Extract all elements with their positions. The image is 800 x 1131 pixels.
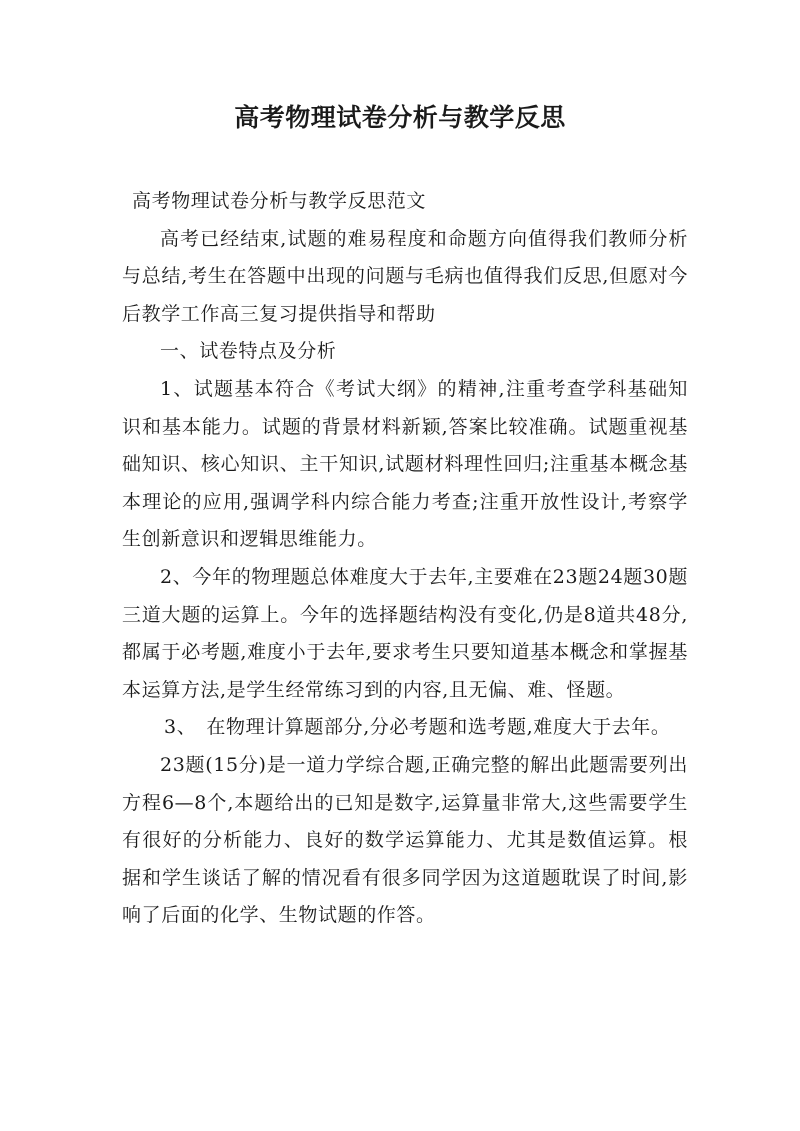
section-heading: 一、试卷特点及分析 — [160, 340, 337, 363]
document-subtitle: 高考物理试卷分析与教学反思范文 — [132, 190, 427, 212]
document-title: 高考物理试卷分析与教学反思 — [234, 103, 566, 132]
paragraph-point-1: 1、试题基本符合《考试大纲》的精神,注重考查学科基础知识和基本能力。试题的背景材料新颖,答案比较准确。试题重视基础知识、核心知识、主干知识,试题材料理性回归;注重基本概念基本理论的应用,强调学科内综合能力考查;注重开放性设计,考察学生创新意识和逻辑思维能力。 — [122, 377, 688, 551]
paragraph-intro: 高考已经结束,试题的难易程度和命题方向值得我们教师分析与总结,考生在答题中出现的问题与毛病也值得我们反思,但愿对今后教学工作高三复习提供指导和帮助 — [122, 227, 688, 325]
paragraph-point-2: 2、今年的物理题总体难度大于去年,主要难在23题24题30题三道大题的运算上。今年的选择题结构没有变化,仍是8道共48分,都属于必考题,难度小于去年,要求考生只要知道基本概念和掌握基本运算方法,是学生经常练习到的内容,且无偏、难、怪题。 — [122, 565, 688, 701]
document-body — [122, 183, 688, 935]
paragraph-question-23: 23题(15分)是一道力学综合题,正确完整的解出此题需要列出方程6—8个,本题给出的已知是数字,运算量非常大,这些需要学生有很好的分析能力、良好的数学运算能力、尤其是数值运算。根据和学生谈话了解的情况看有很多同学因为这道题耽误了时间,影响了后面的化学、生物试题的作答。 — [122, 753, 688, 927]
paragraph-point-3: 3、 在物理计算题部分,分必考题和选考题,难度大于去年。 — [164, 716, 671, 739]
